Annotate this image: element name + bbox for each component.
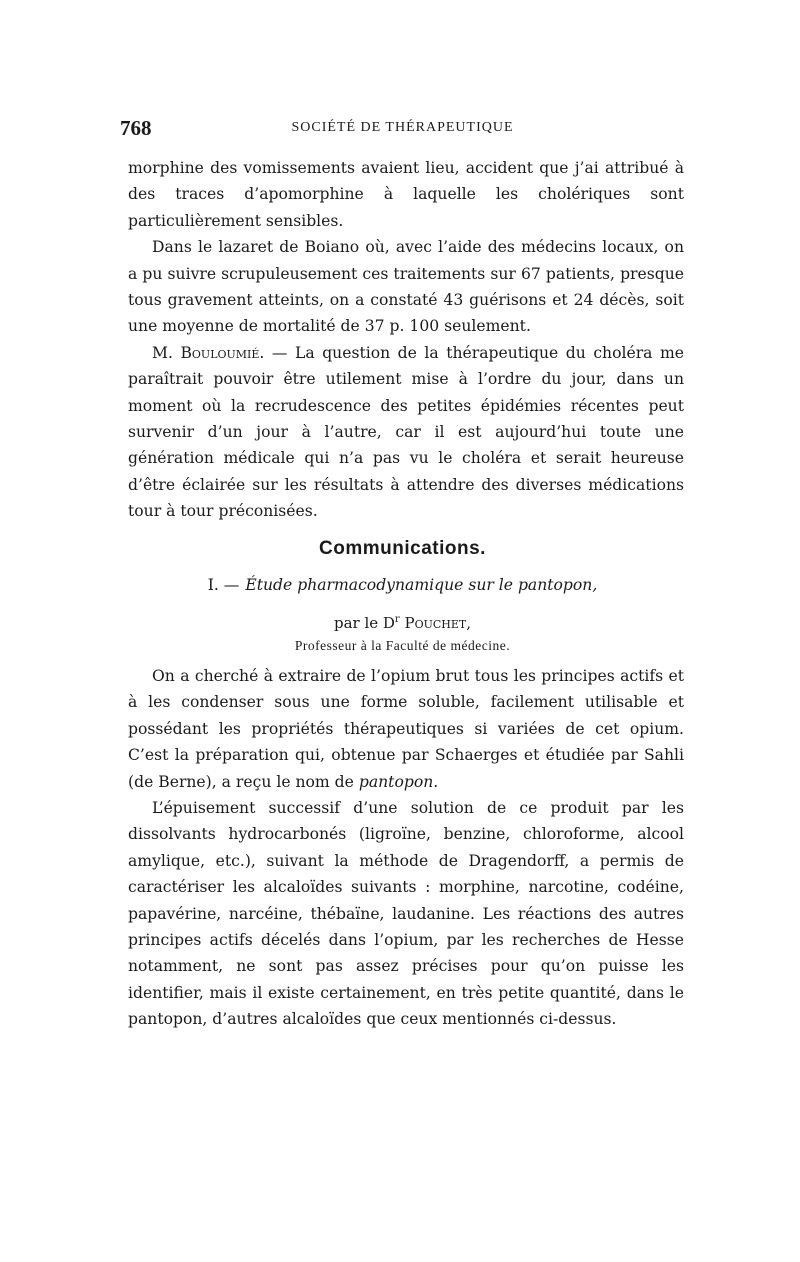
paragraph-bouloumie: [128, 340, 684, 525]
paragraph-pantopon-intro: [128, 663, 684, 795]
author-prefix: par le D: [333, 614, 395, 632]
author-name: Pouchet,: [404, 614, 472, 632]
article-number: I. —: [207, 576, 240, 594]
author-title-sup: r: [394, 614, 400, 625]
section-title: Communications.: [319, 538, 486, 559]
intro-end: .: [433, 772, 439, 791]
article-body: [128, 663, 684, 1033]
running-head: SOCIÉTÉ DE THÉRAPEUTIQUE: [291, 120, 514, 135]
paragraph-extraction: L’épuisement successif d’une solution de ce produit par les dissolvants hydrocarbonés (ligroïne, benzine, chloroforme, alcool amylique, etc.), suivant la méthode de Dragendorff, a permis de caractériser les alcaloïdes suivants : morphine, narcotine, codéine, papavérine, narcéine, thébaïne, laudanine. Les réactions des autres principes actifs décelés dans l’opium, par les recherches de Hesse notamment, ne sont pas assez précises pour qu’on puisse les identifier, mais il existe certainement, en très petite quantité, dans le pantopon, d’autres alcaloïdes que ceux mentionnés ci-dessus.: [128, 799, 684, 1029]
author-line: [120, 614, 685, 632]
paragraph-boiano: Dans le lazaret de Boiano où, avec l’aide des médecins locaux, on a pu suivre scrupuleusement ces traitements sur 67 patients, presque tous gravement atteints, on a constaté 43 guérisons et 24 décès, soit une moyenne de mortalité de 37 p. 100 seulement.: [128, 238, 684, 336]
pantopon-term: pantopon: [358, 772, 434, 791]
intro-text: On a cherché à extraire de l’opium brut tous les principes actifs et à les condenser sous une forme soluble, facilement utilisable et possédant les propriétés thérapeutiques si variées de cet opium. C’est la préparation qui, obtenue par Schaerges et étudiée par Sahli (de Berne), a reçu le nom de: [128, 667, 684, 791]
article-title-text: Étude pharmacodynamique sur le pantopon,: [245, 576, 598, 594]
paragraph-morphine: morphine des vomissements avaient lieu, accident que j’ai attribué à des traces d’apomorphine à laquelle les cholériques sont particulièrement sensibles.: [128, 159, 684, 230]
author-affiliation: Professeur à la Faculté de médecine.: [294, 638, 511, 653]
page-number: 768: [120, 116, 152, 140]
page-header: [120, 116, 685, 140]
discussion-text: [128, 155, 684, 525]
article-title: [120, 576, 685, 594]
speaker-remarks: — La question de la thérapeutique du choléra me paraîtrait pouvoir être utilement mise à l’ordre du jour, dans un moment où la recrudescence des petites épidémies récentes peut survenir d’un jour à l’autre, car il est aujourd’hui toute une génération médicale qui n’a pas vu le choléra et serait heureuse d’être éclairée sur les résultats à attendre des diverses médications tour à tour préconisées.: [128, 343, 684, 521]
speaker-name: M. Bouloumié.: [152, 343, 265, 362]
